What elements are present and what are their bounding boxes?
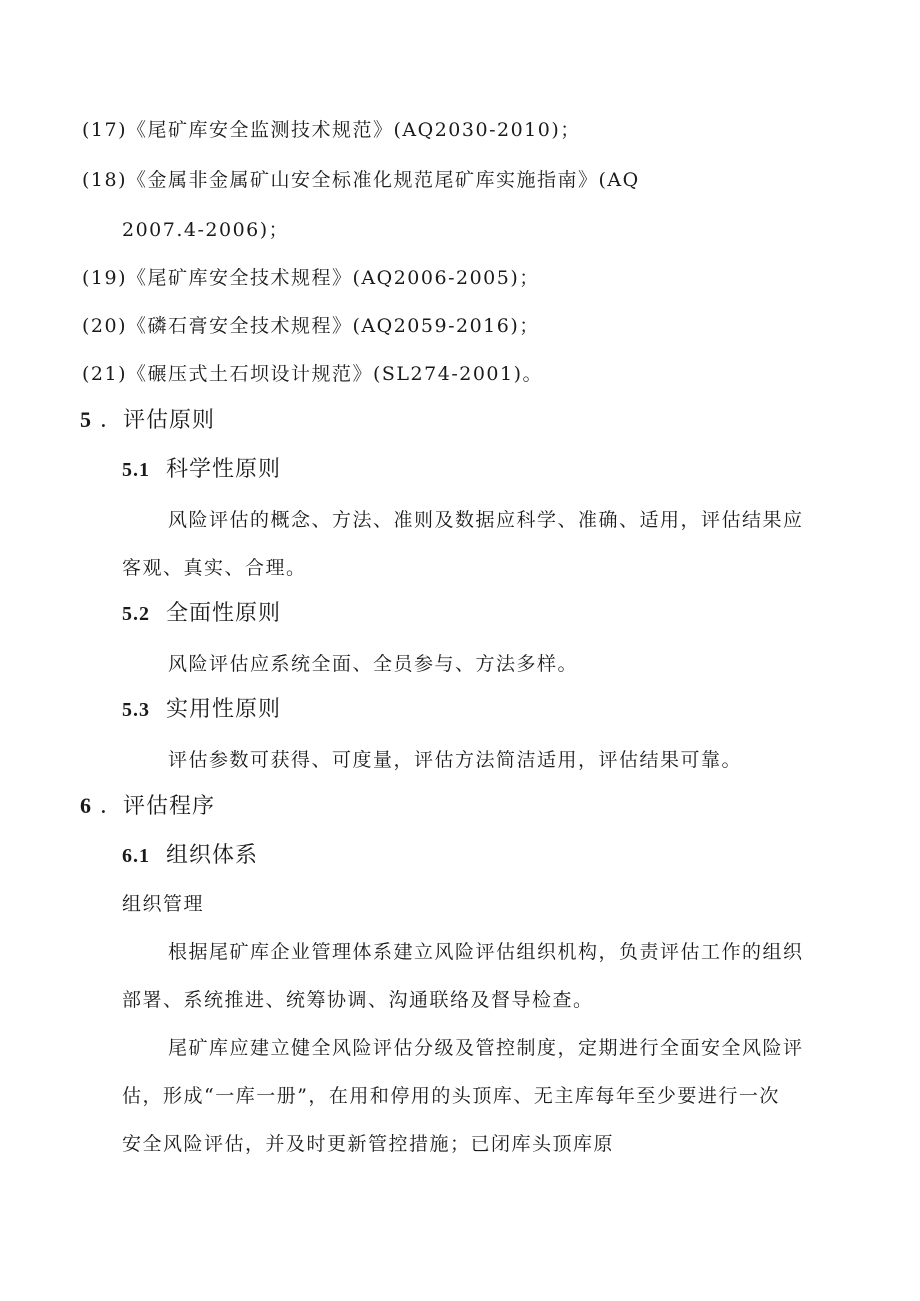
paragraph-6-2-line-2: 估，形成“一库一册”，在用和停用的头顶库、无主库每年至少要进行一次	[122, 1085, 780, 1107]
reference-18: (18)《金属非金属矿山安全标准化规范尾矿库实施指南》(AQ	[82, 169, 640, 191]
paragraph-5-1-line-2: 客观、真实、合理。	[122, 557, 307, 579]
reference-18-continued: 2007.4-2006)；	[122, 219, 290, 241]
section-5-title: ．评估原则	[100, 408, 216, 433]
subsection-5-1-number: 5.1	[122, 459, 150, 481]
paragraph-5-1-line-1: 风险评估的概念、方法、准则及数据应科学、准确、适用，评估结果应	[168, 509, 804, 531]
subsection-5-2-heading	[122, 600, 281, 628]
subsection-5-2-title: 全面性原则	[166, 601, 282, 626]
subsection-5-3-title: 实用性原则	[166, 697, 282, 722]
subsection-5-2-number: 5.2	[122, 603, 150, 625]
subsection-5-1-heading	[122, 456, 281, 484]
subsection-6-1-number: 6.1	[122, 845, 150, 867]
paragraph-5-2: 风险评估应系统全面、全员参与、方法多样。	[168, 653, 579, 675]
paragraph-6-1-line-2: 部署、系统推进、统筹协调、沟通联络及督导检查。	[122, 989, 594, 1011]
paragraph-5-3: 评估参数可获得、可度量，评估方法简洁适用，评估结果可靠。	[168, 749, 743, 771]
section-5-heading	[80, 406, 215, 435]
paragraph-6-2-line-3: 安全风险评估，并及时更新管控措施；已闭库头顶库原	[122, 1133, 615, 1155]
reference-19: (19)《尾矿库安全技术规程》(AQ2006-2005)；	[82, 267, 540, 289]
subsection-5-3-heading	[122, 696, 281, 724]
reference-17: (17)《尾矿库安全监测技术规范》(AQ2030-2010)；	[82, 119, 581, 141]
subsection-6-1-heading	[122, 842, 258, 870]
section-5-number: 5	[80, 407, 92, 432]
reference-20: (20)《磷石膏安全技术规程》(AQ2059-2016)；	[82, 315, 540, 337]
paragraph-6-1-line-1: 根据尾矿库企业管理体系建立风险评估组织机构，负责评估工作的组织	[168, 941, 804, 963]
subsection-6-1-title: 组织体系	[166, 843, 259, 868]
section-6-number: 6	[80, 793, 92, 818]
subsection-5-1-title: 科学性原则	[166, 457, 282, 482]
reference-21: (21)《碾压式土石坝设计规范》(SL274-2001)。	[82, 363, 543, 385]
paragraph-6-2-line-1: 尾矿库应建立健全风险评估分级及管控制度，定期进行全面安全风险评	[168, 1037, 804, 1059]
org-management-heading: 组织管理	[122, 893, 205, 915]
section-6-heading	[80, 792, 215, 821]
subsection-5-3-number: 5.3	[122, 699, 150, 721]
section-6-title: ．评估程序	[100, 794, 216, 819]
